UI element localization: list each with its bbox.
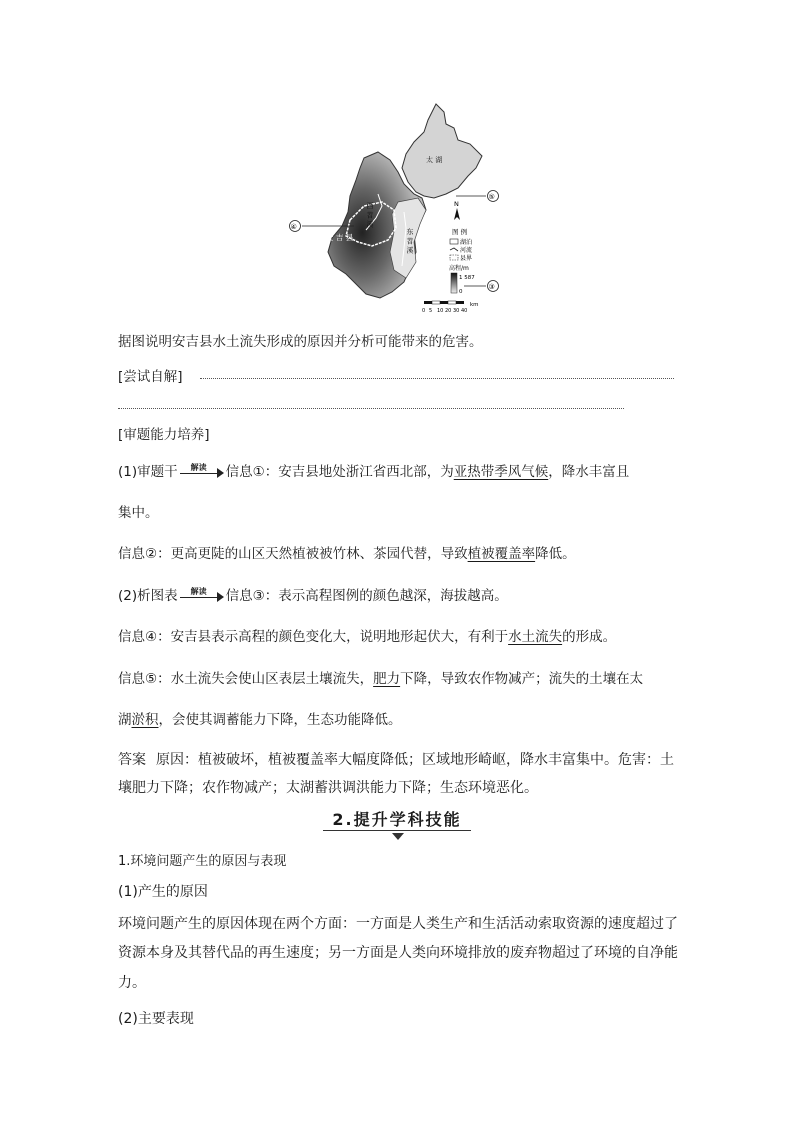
scale-tick-5: 40 [461, 308, 468, 314]
step1-line [118, 462, 629, 482]
info2-text-b: 降低。 [535, 546, 576, 562]
scale-tick-1: 5 [429, 308, 433, 314]
scale-unit: km [470, 302, 479, 308]
legend-title: 图 例 [452, 228, 468, 236]
stream-west-label: 西 苕 溪 [366, 202, 374, 228]
info4-fill: 水土流失 [508, 629, 563, 645]
section-title-triangle-icon [392, 833, 404, 840]
arrow-icon [180, 589, 224, 603]
step2-prefix: (2)析图表 [118, 588, 178, 604]
scale-tick-3: 20 [445, 308, 452, 314]
info4-text-a: 信息④：安吉县表示高程的颜色变化大，说明地形起伏大，有利于 [118, 629, 509, 645]
info4-text-b: 的形成。 [562, 629, 617, 645]
answer-text-1: 原因：植被破坏，植被覆盖率大幅度降低；区域地形崎岖，降水丰富集中。危害：土 [156, 751, 674, 767]
map-figure [286, 102, 510, 316]
info5-cont-a: 湖 [118, 712, 132, 728]
info2-line [118, 544, 576, 564]
info5-text-b: 下降，导致农作物减产；流失的土壤在太 [400, 671, 644, 687]
scale-tick-2: 10 [437, 308, 444, 314]
legend-river: 河流 [460, 247, 473, 254]
county-label: 安 吉 县 [326, 233, 354, 242]
answer-line-1[interactable] [200, 378, 674, 379]
info5-cont-fill: 淤积 [131, 712, 159, 728]
elevation-label: 高程/m [449, 265, 469, 272]
step1-text-a: 信息①：安吉县地处浙江省西北部，为 [225, 464, 454, 480]
section-title [0, 807, 794, 830]
step1-continued: 集中。 [118, 505, 159, 521]
para-line-1: 环境问题产生的原因体现在两个方面：一方面是人类生产和生活活动索取资源的速度超过了 [118, 916, 678, 932]
para-line-2: 资源本身及其替代品的再生速度；另一方面是人类向环境排放的废弃物超过了环境的自净能 [118, 945, 678, 961]
elevation-min: 0 [459, 289, 463, 295]
legend-boundary: 县界 [460, 255, 473, 262]
answer-label: 答案 [118, 751, 146, 767]
section-title-rule [323, 830, 471, 831]
callout-3: ③ [488, 283, 495, 291]
training-label: [审题能力培养] [118, 427, 210, 443]
info5-fill: 肥力 [373, 671, 401, 687]
subheading-2: (2)主要表现 [118, 1011, 194, 1027]
info2-fill: 植被覆盖率 [467, 546, 536, 562]
answer-line-2[interactable] [118, 408, 624, 409]
elevation-bar [451, 273, 457, 293]
info4-line [118, 627, 616, 647]
arrow-label: 解读 [190, 587, 207, 596]
arrow-icon [180, 465, 224, 479]
elevation-max: 1 587 [459, 275, 475, 281]
info2-text-a: 信息②：更高更陡的山区天然植被被竹林、茶园代替，导致 [118, 546, 468, 562]
heading-1: 1.环境问题产生的原因与表现 [118, 854, 287, 869]
step2-text: 信息③：表示高程图例的颜色越深，海拔越高。 [225, 588, 508, 604]
para-line-3: 力。 [118, 975, 146, 991]
info5-text-a: 信息⑤：水土流失会使山区表层土壤流失， [118, 671, 374, 687]
step2-line [118, 586, 508, 606]
callout-4: ④ [290, 223, 297, 231]
north-label: N [454, 200, 459, 208]
info5-continued [118, 710, 402, 730]
subheading-1: (1)产生的原因 [118, 884, 208, 900]
north-arrow-icon [454, 208, 460, 220]
scale-tick-4: 30 [453, 308, 460, 314]
info5-line [118, 669, 643, 689]
arrow-label: 解读 [190, 463, 207, 472]
step1-fill: 亚热带季风气候 [453, 464, 549, 480]
answer-line [118, 749, 674, 769]
question-text: 据图说明安吉县水土流失形成的原因并分析可能带来的危害。 [118, 334, 483, 350]
legend-lake: 湖泊 [460, 239, 473, 246]
lake-label: 太 湖 [426, 156, 443, 164]
callout-5: ⑤ [488, 193, 495, 201]
answer-text-2: 壤肥力下降；农作物减产；太湖蓄洪调洪能力下降；生态环境恶化。 [118, 779, 538, 795]
step1-text-b: ，降水丰富且 [548, 464, 630, 480]
step1-prefix: (1)审题干 [118, 464, 178, 480]
attempt-label: [尝试自解] [118, 369, 183, 385]
scale-tick-0: 0 [422, 308, 426, 314]
section-title-text: 2.提升学科技能 [332, 810, 462, 829]
info5-cont-b: ，会使其调蓄能力下降，生态功能降低。 [158, 712, 402, 728]
taihu-lake [402, 104, 482, 198]
stream-east-label: 东 苕 溪 [406, 228, 414, 254]
